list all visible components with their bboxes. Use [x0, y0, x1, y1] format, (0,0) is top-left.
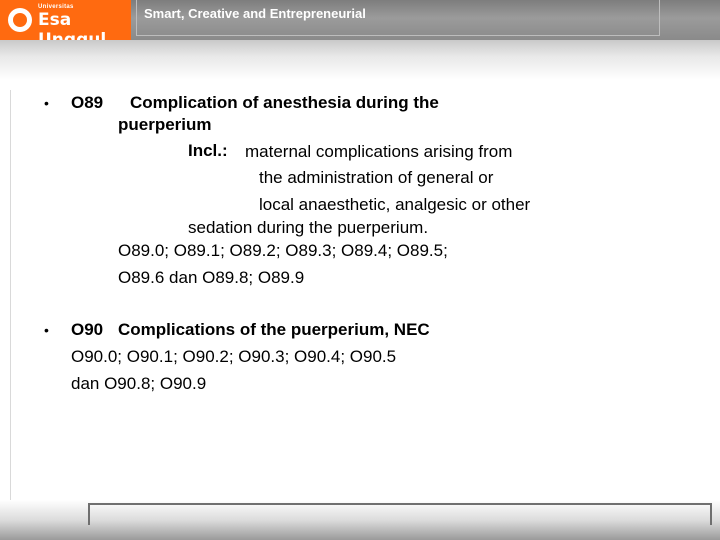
incl-line2: the administration of general or — [259, 168, 494, 187]
bullet-2: • — [44, 322, 49, 338]
incl-line3: local anaesthetic, analgesic or other — [259, 195, 531, 214]
incl-label: Incl.: — [188, 141, 228, 160]
item1-codes-line2: O89.6 dan O89.8; O89.9 — [118, 268, 305, 287]
tagline: Smart, Creative and Entrepreneurial — [144, 6, 366, 21]
item2-code: O90 — [71, 320, 104, 339]
incl-line4: sedation during the puerperium. — [188, 218, 429, 237]
bullet-1: • — [44, 95, 49, 111]
incl-line1: maternal complications arising from — [245, 142, 513, 161]
logo-text: Esa — [38, 10, 72, 30]
item2-codes-line2: dan O90.8; O90.9 — [71, 374, 207, 393]
footer-frame — [88, 503, 712, 525]
item1-title-line1: Complication of anesthesia during the — [130, 93, 439, 112]
item1-title-line2: puerperium — [118, 115, 212, 134]
item1-code: O89 — [71, 93, 104, 112]
logo-small-text: Universitas — [38, 4, 74, 10]
item2-title: Complications of the puerperium, NEC — [118, 320, 430, 339]
item1-codes-line1: O89.0; O89.1; O89.2; O89.3; O89.4; O89.5; — [118, 241, 448, 260]
item2-codes-line1: O90.0; O90.1; O90.2; O90.3; O90.4; O90.5 — [71, 347, 397, 366]
